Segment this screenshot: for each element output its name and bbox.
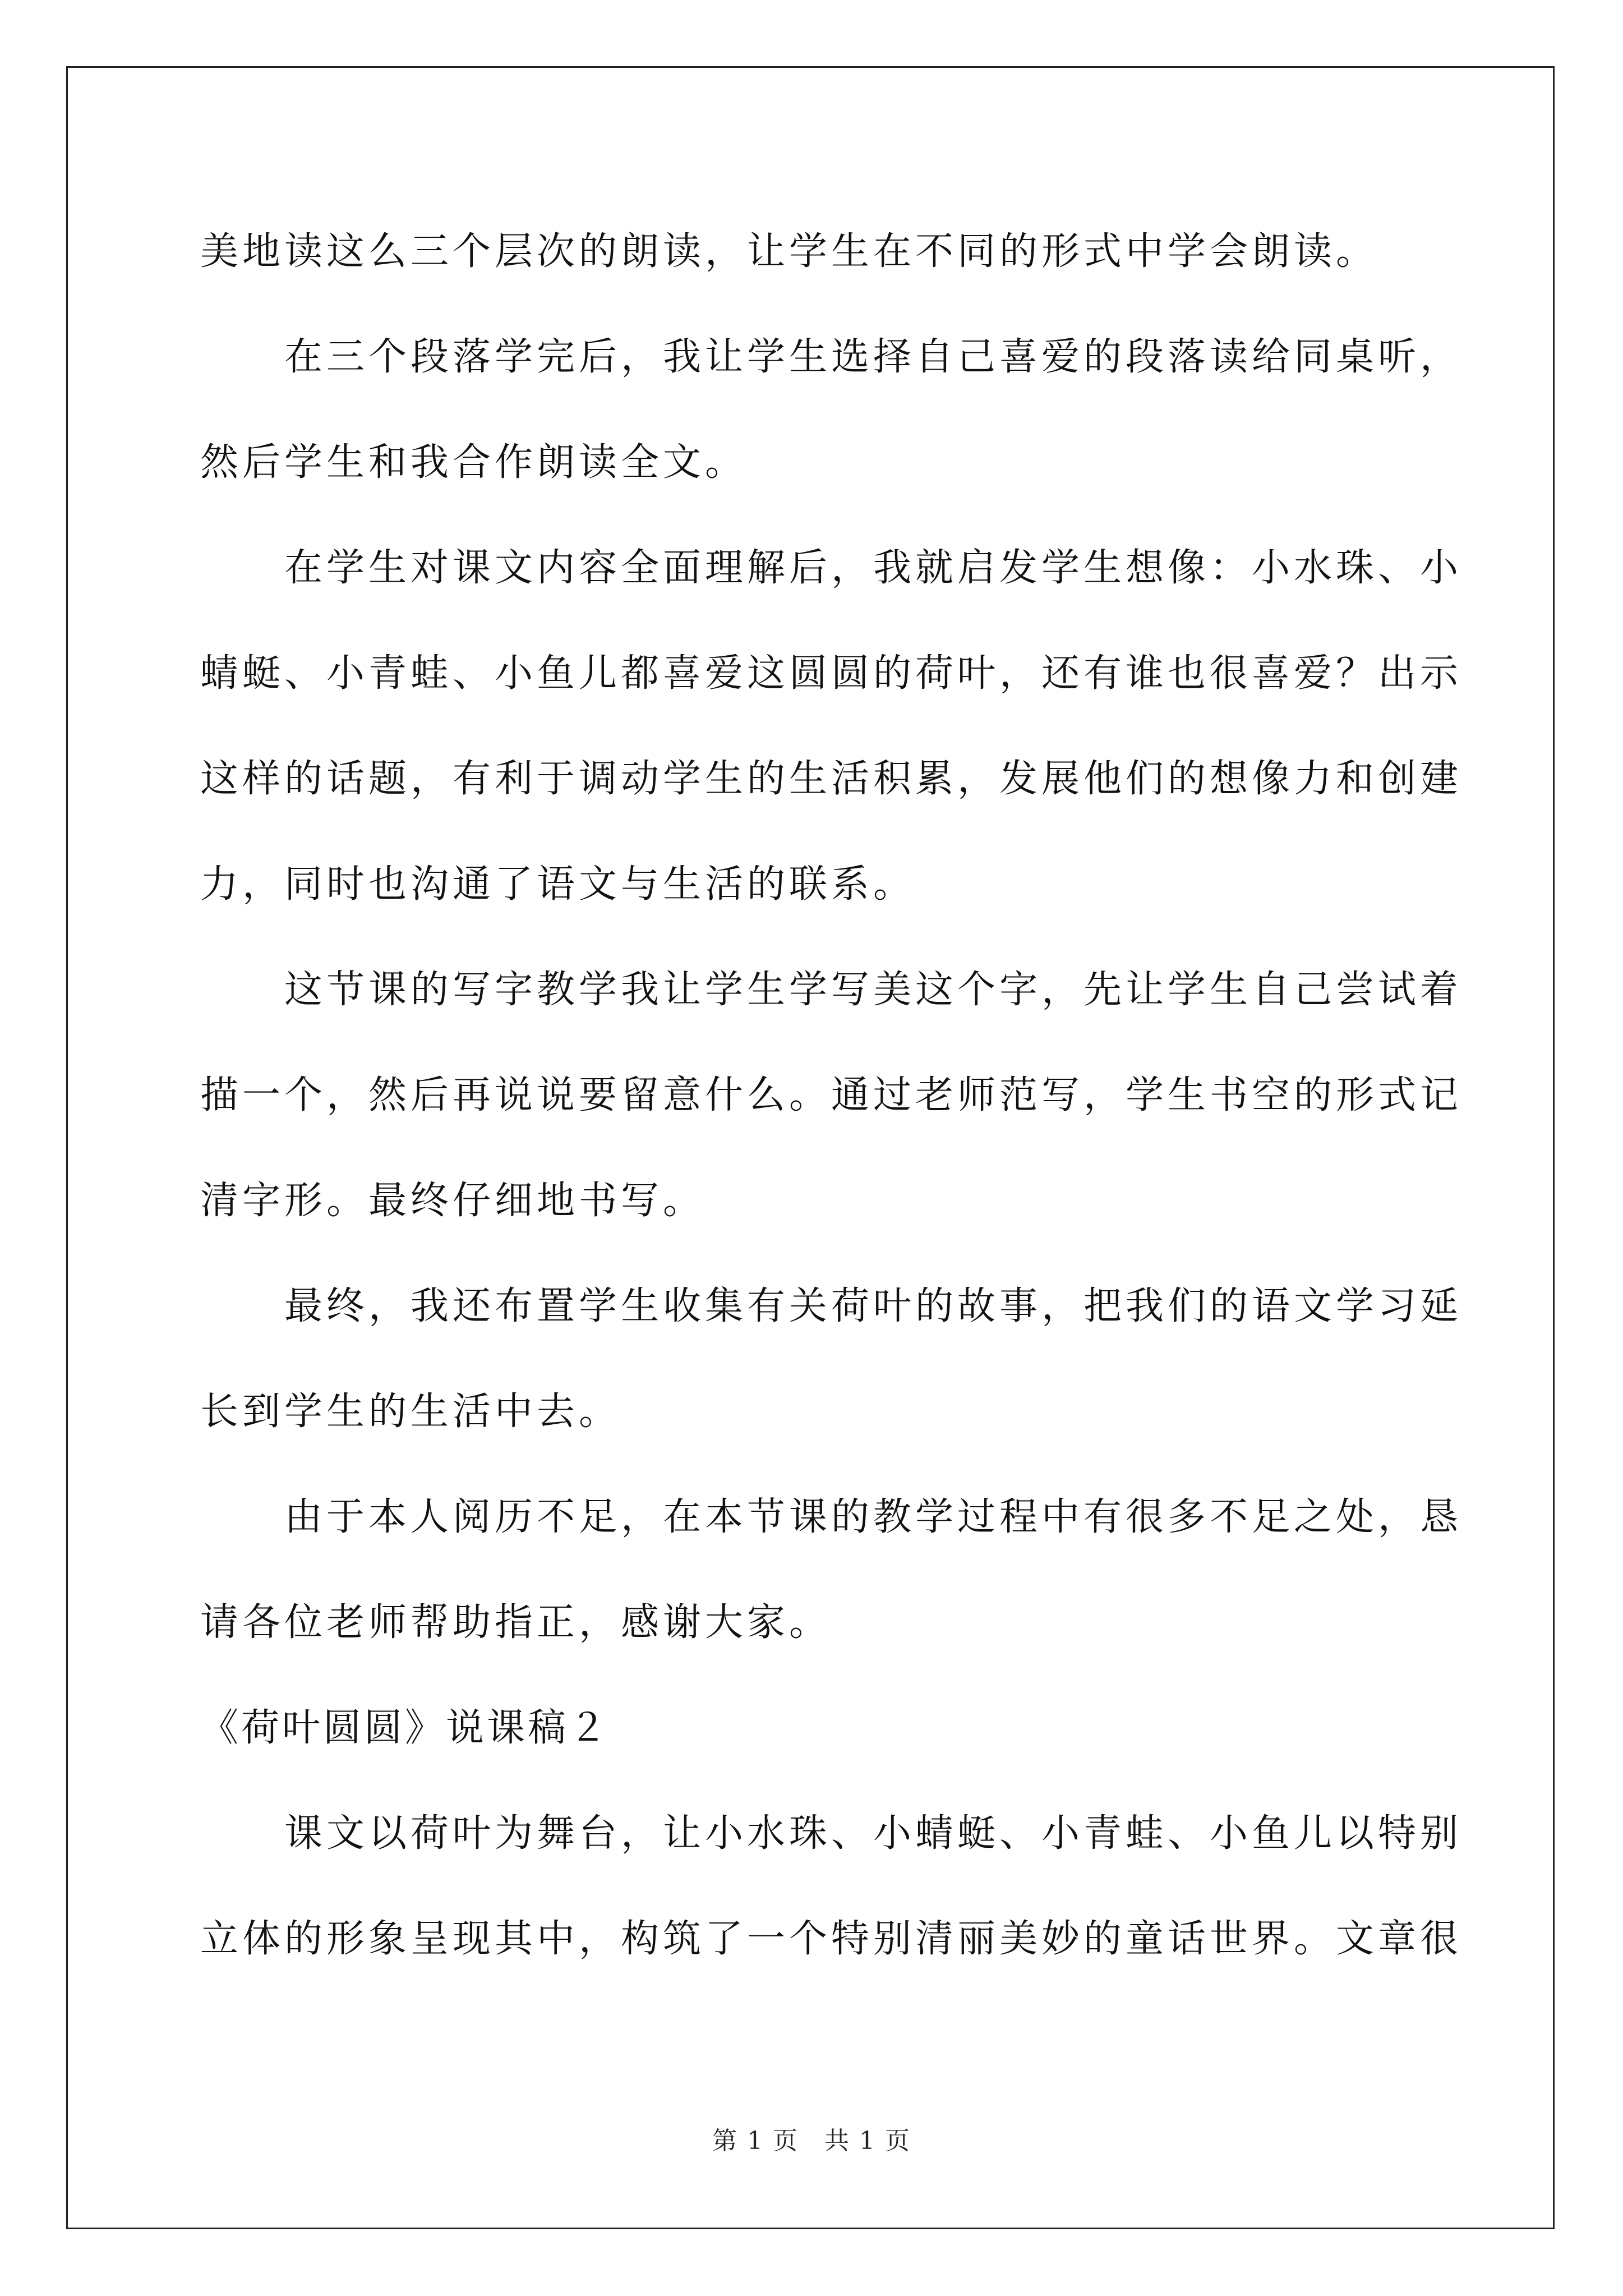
text-line-11: 最终，我还布置学生收集有关荷叶的故事，把我们的语文学习延 [284,1284,1463,1328]
text-line-4: 在学生对课文内容全面理解后，我就启发学生想像：小水珠、小 [284,546,1463,590]
text-line-17: 立体的形象呈现其中，构筑了一个特别清丽美妙的童话世界。文章很 [200,1917,1463,1961]
section-heading: 《荷叶圆圆》说课稿２ [200,1706,610,1750]
text-line-9: 描一个，然后再说说要留意什么。通过老师范写，学生书空的形式记 [200,1073,1463,1117]
text-line-12: 长到学生的生活中去。 [200,1389,621,1434]
text-line-3: 然后学生和我合作朗读全文。 [200,440,748,485]
text-line-16: 课文以荷叶为舞台，让小水珠、小蜻蜓、小青蛙、小鱼儿以特别 [284,1811,1463,1856]
document-body [200,199,1463,1992]
text-line-7: 力，同时也沟通了语文与生活的联系。 [200,862,916,907]
text-line-8: 这节课的写字教学我让学生学写美这个字，先让学生自己尝试着 [284,968,1463,1012]
text-line-6: 这样的话题，有利于调动学生的生活积累，发展他们的想像力和创建 [200,757,1463,801]
text-line-13: 由于本人阅历不足，在本节课的教学过程中有很多不足之处，恳 [284,1495,1463,1539]
page-footer: 第 1 页 共 1 页 [712,2127,911,2155]
text-line-5: 蜻蜓、小青蛙、小鱼儿都喜爱这圆圆的荷叶，还有谁也很喜爱？出示 [200,651,1463,696]
text-line-2: 在三个段落学完后，我让学生选择自己喜爱的段落读给同桌听， [284,335,1463,379]
text-line-1: 美地读这么三个层次的朗读，让学生在不同的形式中学会朗读。 [200,229,1378,274]
text-line-14: 请各位老师帮助指正，感谢大家。 [200,1600,832,1645]
text-line-10: 清字形。最终仔细地书写。 [200,1179,706,1223]
